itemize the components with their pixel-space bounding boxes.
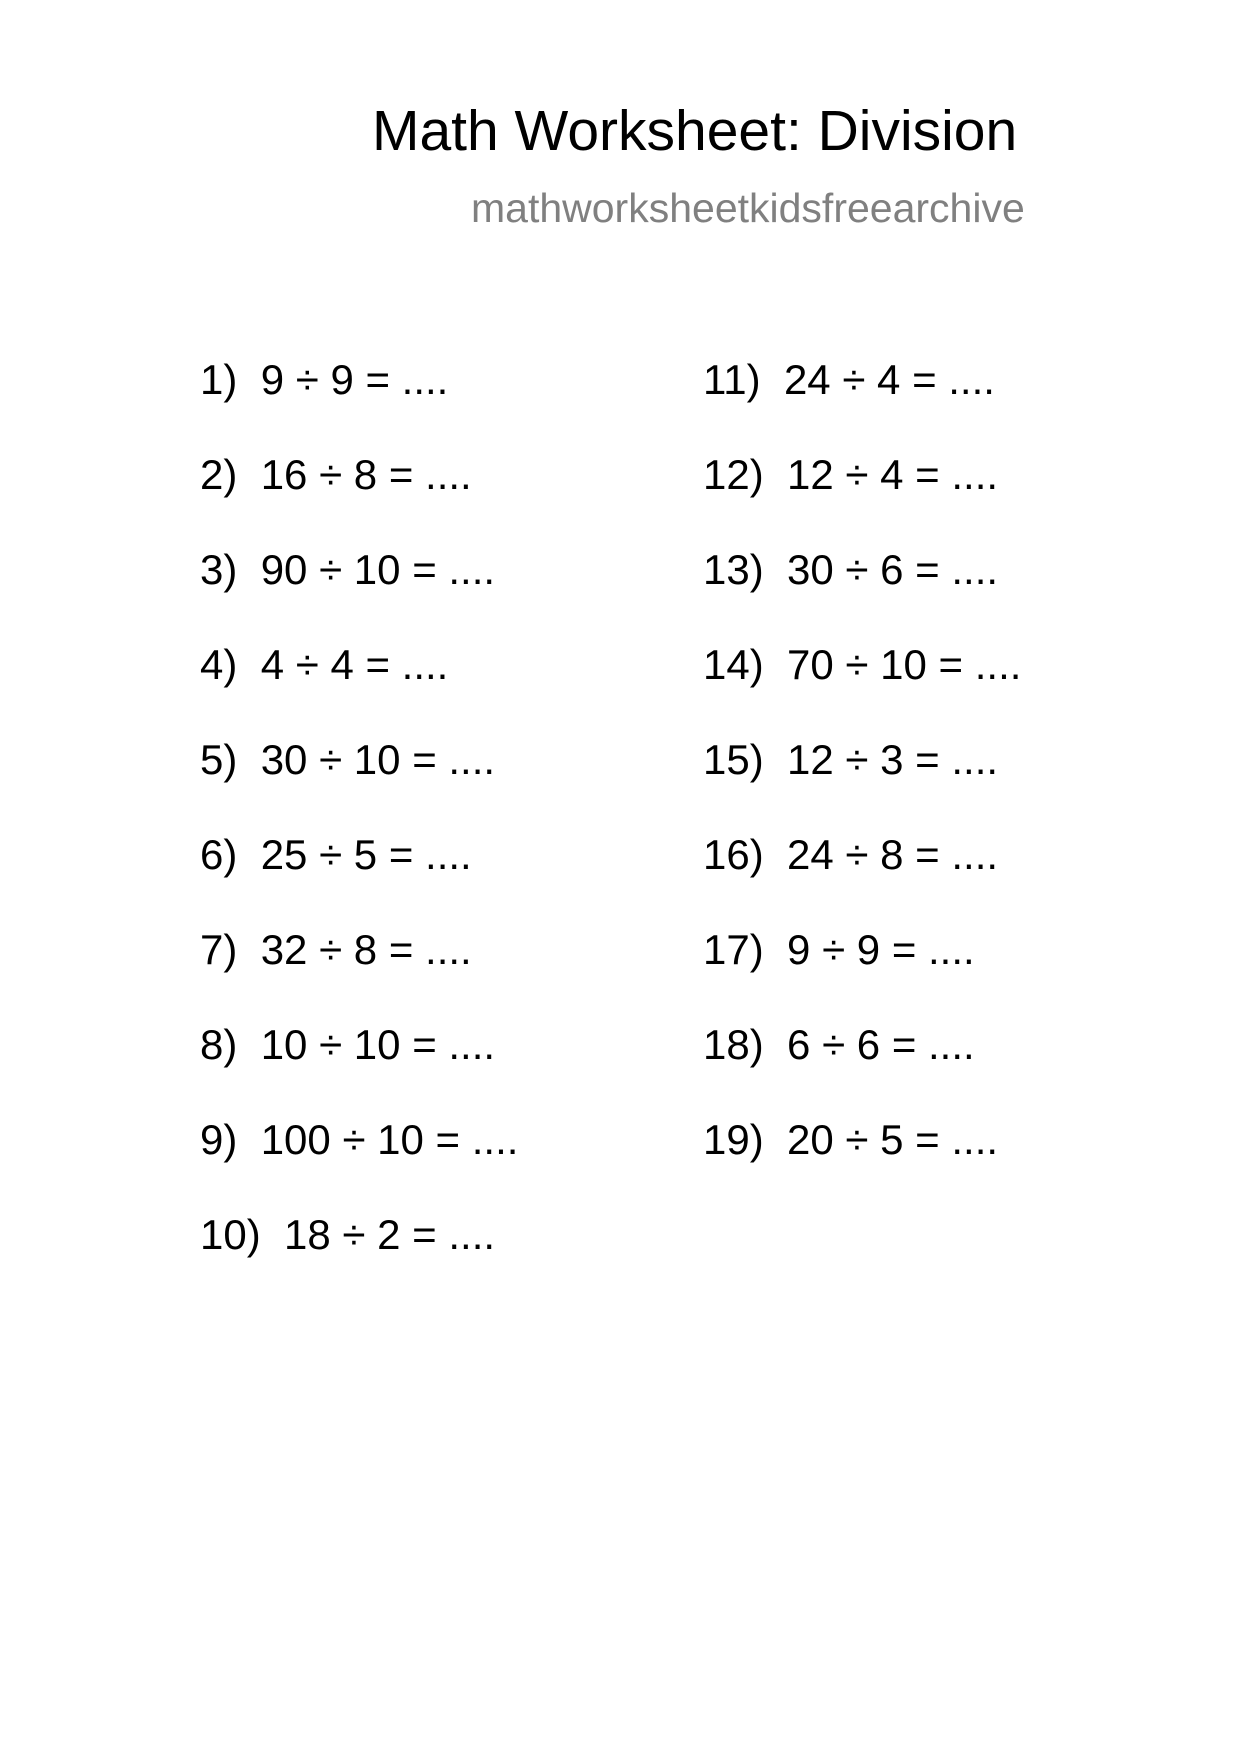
problem-17 bbox=[703, 925, 975, 975]
problem-number: 12) bbox=[703, 451, 764, 498]
problem-15 bbox=[703, 735, 998, 785]
problem-6 bbox=[200, 830, 472, 880]
problem-expression: 4 ÷ 4 = .... bbox=[260, 641, 449, 688]
problem-10 bbox=[200, 1210, 495, 1260]
problem-expression: 30 ÷ 10 = .... bbox=[260, 736, 496, 783]
problem-number: 1) bbox=[200, 356, 238, 403]
problem-expression: 90 ÷ 10 = .... bbox=[260, 546, 496, 593]
problem-number: 18) bbox=[703, 1021, 764, 1068]
problem-5 bbox=[200, 735, 495, 785]
problem-expression: 12 ÷ 3 = .... bbox=[787, 736, 999, 783]
problem-number: 6) bbox=[200, 831, 238, 878]
problem-expression: 25 ÷ 5 = .... bbox=[260, 831, 472, 878]
problem-number: 9) bbox=[200, 1116, 238, 1163]
problem-4 bbox=[200, 640, 448, 690]
problem-11 bbox=[703, 355, 995, 405]
problem-expression: 20 ÷ 5 = .... bbox=[787, 1116, 999, 1163]
problem-number: 7) bbox=[200, 926, 238, 973]
problem-number: 13) bbox=[703, 546, 764, 593]
problem-number: 2) bbox=[200, 451, 238, 498]
problem-number: 17) bbox=[703, 926, 764, 973]
problem-expression: 12 ÷ 4 = .... bbox=[787, 451, 999, 498]
problem-8 bbox=[200, 1020, 495, 1070]
problem-16 bbox=[703, 830, 998, 880]
problem-expression: 18 ÷ 2 = .... bbox=[284, 1211, 496, 1258]
problem-7 bbox=[200, 925, 472, 975]
problem-expression: 6 ÷ 6 = .... bbox=[787, 1021, 975, 1068]
problem-expression: 100 ÷ 10 = .... bbox=[260, 1116, 519, 1163]
problem-number: 11) bbox=[703, 356, 761, 403]
problem-19 bbox=[703, 1115, 998, 1165]
problem-14 bbox=[703, 640, 1021, 690]
problem-number: 14) bbox=[703, 641, 764, 688]
worksheet-subtitle: mathworksheetkidsfreearchive bbox=[471, 185, 1025, 231]
problem-1 bbox=[200, 355, 448, 405]
problem-expression: 24 ÷ 4 = .... bbox=[783, 356, 995, 403]
problem-number: 15) bbox=[703, 736, 764, 783]
problem-expression: 9 ÷ 9 = .... bbox=[260, 356, 449, 403]
problem-number: 19) bbox=[703, 1116, 764, 1163]
problem-expression: 70 ÷ 10 = .... bbox=[787, 641, 1022, 688]
problem-expression: 16 ÷ 8 = .... bbox=[260, 451, 472, 498]
problem-12 bbox=[703, 450, 998, 500]
problem-9 bbox=[200, 1115, 518, 1165]
problem-expression: 10 ÷ 10 = .... bbox=[260, 1021, 496, 1068]
problem-3 bbox=[200, 545, 495, 595]
problem-expression: 9 ÷ 9 = .... bbox=[787, 926, 975, 973]
problem-number: 4) bbox=[200, 641, 238, 688]
problem-number: 5) bbox=[200, 736, 238, 783]
problem-number: 16) bbox=[703, 831, 764, 878]
problem-expression: 24 ÷ 8 = .... bbox=[787, 831, 999, 878]
problem-18 bbox=[703, 1020, 975, 1070]
problem-2 bbox=[200, 450, 472, 500]
problem-expression: 30 ÷ 6 = .... bbox=[787, 546, 999, 593]
problem-number: 8) bbox=[200, 1021, 238, 1068]
problem-13 bbox=[703, 545, 998, 595]
problem-number: 3) bbox=[200, 546, 238, 593]
worksheet-title: Math Worksheet: Division bbox=[372, 99, 1018, 163]
problem-expression: 32 ÷ 8 = .... bbox=[260, 926, 472, 973]
problem-number: 10) bbox=[200, 1211, 261, 1258]
